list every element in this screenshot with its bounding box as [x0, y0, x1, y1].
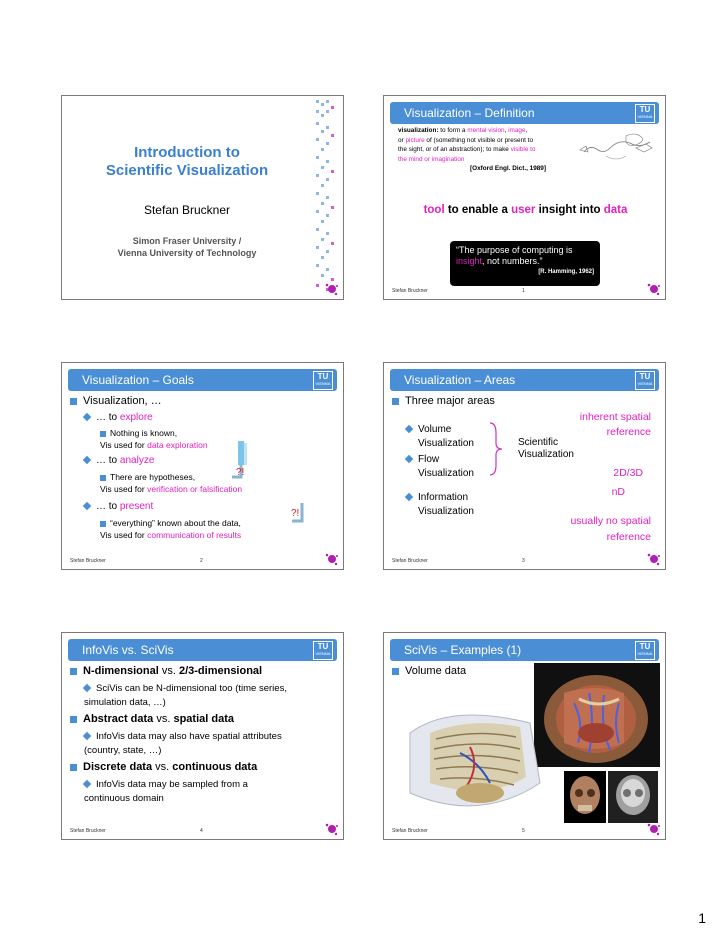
area-volume: Volume Visualization: [406, 423, 474, 451]
slide-title: Visualization – Goals: [82, 373, 194, 387]
area-information: Information Visualization: [406, 491, 474, 519]
slide-infovis-vs-scivis: [61, 632, 344, 840]
volume-rendering-torso-image: [534, 663, 660, 767]
hamming-quote-box: “The purpose of computing is insight, not numbers.” [R. Hamming, 1962]: [450, 241, 600, 286]
bullet-analyze: … to analyze: [84, 455, 154, 466]
bullet-explore: … to explore: [84, 412, 153, 423]
slide-definition: [383, 95, 666, 300]
bullet-hypotheses: There are hypotheses, Vis used for verification or falsification: [100, 472, 243, 494]
sub-abstract-spatial: InfoVis data may also have spatial attributes (country, state, …): [84, 731, 282, 756]
sub-discrete-continuous: InfoVis data may be sampled from a continuous domain: [84, 779, 248, 804]
bullet-visualization: Visualization, …: [70, 395, 162, 407]
sub-dimensionality: SciVis can be N-dimensional too (time series, simulation data, …): [84, 683, 287, 708]
slide-header: [68, 369, 337, 391]
bullet-nothing-known: Nothing is known, Vis used for data exploration: [100, 428, 208, 450]
tu-vienna-logo: TU VIENNA: [635, 641, 655, 660]
slide-header: [390, 639, 659, 661]
slide-number: 3: [522, 558, 525, 564]
volume-rendering-skull-image: [564, 771, 606, 823]
slide-title: Visualization – Areas: [404, 373, 516, 387]
footer-author: Stefan Bruckner: [392, 288, 428, 294]
brace-decoration: [488, 421, 504, 477]
slide-header: [68, 639, 337, 661]
slide-title: Visualization – Definition: [404, 106, 535, 120]
slide-number: 4: [200, 828, 203, 834]
footer-author: Stefan Bruckner: [392, 558, 428, 564]
no-spatial-label: usually no spatial reference: [570, 515, 651, 543]
brain-sketch-image: [576, 126, 656, 168]
bullet-three-areas: Three major areas: [392, 395, 495, 407]
slide-title: [61, 95, 344, 300]
slide-number: 1: [522, 288, 525, 294]
bullet-everything-known: “everything” known about the data, Vis used for communication of results: [100, 518, 242, 540]
dimension-2d3d-label: 2D/3D: [613, 467, 643, 479]
tu-vienna-logo: TU VIENNA: [635, 104, 655, 123]
splat-logo-icon: [325, 282, 339, 296]
footer-author: Stefan Bruckner: [70, 558, 106, 564]
bullet-volume-data: Volume data: [392, 665, 466, 677]
question-mark-1: ?!: [236, 467, 245, 478]
affiliation-line-1: Simon Fraser University /: [132, 236, 242, 246]
tu-vienna-logo: TU VIENNA: [635, 371, 655, 390]
bullet-discrete-continuous: Discrete data vs. continuous data: [70, 761, 257, 773]
bullet-present: … to present: [84, 501, 153, 512]
footer-author: Stefan Bruckner: [392, 828, 428, 834]
area-flow: Flow Visualization: [406, 453, 474, 481]
scientific-visualization-label: Scientific Visualization: [518, 437, 574, 460]
dot-pattern-decoration: [312, 98, 342, 298]
slide-number: 5: [522, 828, 525, 834]
slide-number: 2: [200, 558, 203, 564]
slide-areas: [383, 362, 666, 570]
splat-logo-icon: [647, 552, 661, 566]
title-line-2: Scientific Visualization: [105, 162, 269, 179]
footer-author: Stefan Bruckner: [70, 828, 106, 834]
volume-rendering-xray-skull-image: [608, 771, 658, 823]
splat-logo-icon: [325, 822, 339, 836]
arrow-illustration-1: [228, 439, 258, 485]
page-number: 1: [698, 910, 706, 926]
slide-header: [390, 102, 659, 124]
bullet-dimensionality: N-dimensional vs. 2/3-dimensional: [70, 665, 262, 677]
title-line-1: Introduction to: [134, 144, 240, 161]
tool-statement: tool to enable a user insight into data: [423, 204, 628, 216]
slide-title: InfoVis vs. SciVis: [82, 643, 174, 657]
tu-vienna-logo: TU VIENNA: [313, 641, 333, 660]
dimension-nd-label: nD: [611, 486, 625, 498]
bullet-abstract-spatial: Abstract data vs. spatial data: [70, 713, 234, 725]
author: Stefan Bruckner: [143, 203, 231, 217]
slide-title: SciVis – Examples (1): [404, 643, 522, 657]
tu-vienna-logo: TU VIENNA: [313, 371, 333, 390]
splat-logo-icon: [325, 552, 339, 566]
volume-rendering-skeleton-image: [400, 703, 550, 823]
slide-header: [390, 369, 659, 391]
slide-goals: [61, 362, 344, 570]
splat-logo-icon: [647, 282, 661, 296]
question-mark-2: ?!: [291, 508, 300, 519]
affiliation-line-2: Vienna University of Technology: [117, 248, 257, 258]
inherent-spatial-label: inherent spatial reference: [579, 411, 651, 438]
splat-logo-icon: [647, 822, 661, 836]
definition-text: visualization: to form a mental vision, image, or picture of (something not visible or present to the sight, or of an abstraction); to make visible to the mind or imagination [Oxford Engl. Dict., 1989]: [398, 127, 546, 172]
slide-scivis-examples: [383, 632, 666, 840]
